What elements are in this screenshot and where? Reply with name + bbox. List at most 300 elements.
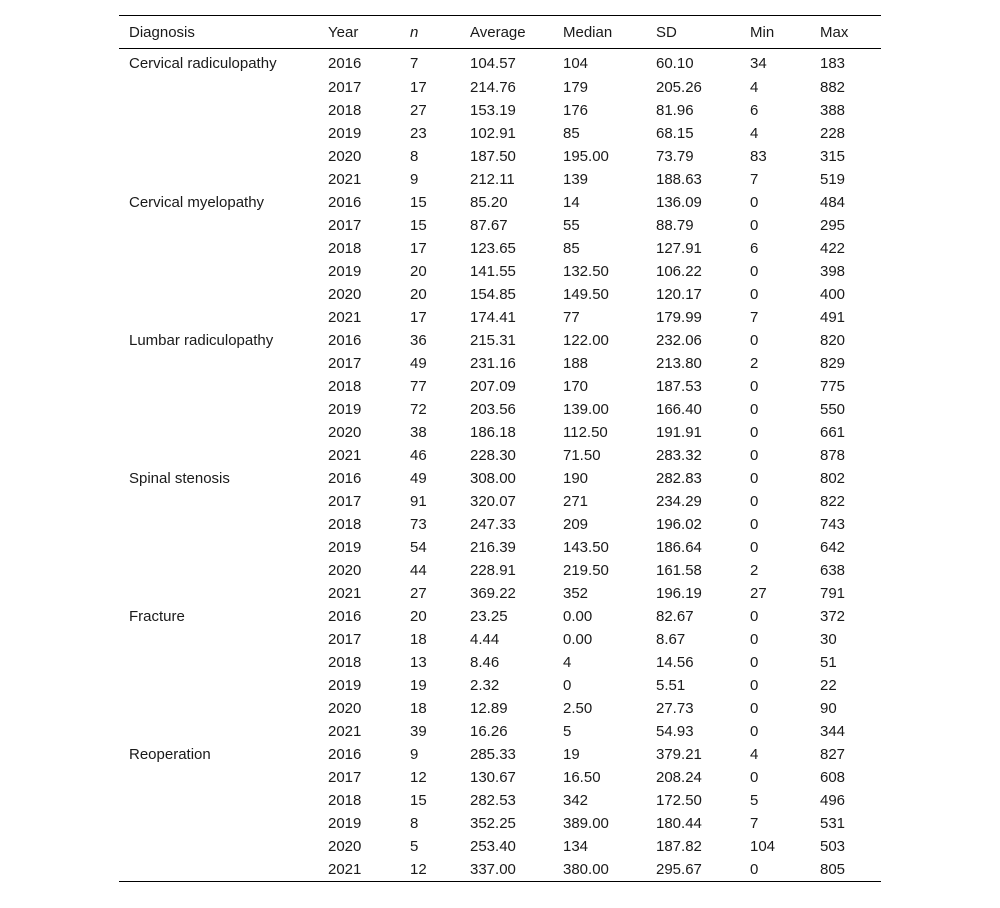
year-cell: 2017 xyxy=(328,769,362,786)
average-cell: 141.55 xyxy=(470,263,516,280)
median-cell: 85 xyxy=(563,240,580,257)
sd-cell: 60.10 xyxy=(656,55,694,72)
min-cell: 34 xyxy=(750,55,767,72)
sd-cell: 213.80 xyxy=(656,355,702,372)
n-cell: 17 xyxy=(410,309,427,326)
diagnosis-cell xyxy=(119,513,318,536)
year-cell: 2019 xyxy=(328,263,362,280)
max-cell: 344 xyxy=(820,723,846,740)
sd-cell: 82.67 xyxy=(656,608,694,625)
n-cell: 46 xyxy=(410,447,427,464)
max-cell: 183 xyxy=(820,55,846,72)
average-cell: 282.53 xyxy=(470,792,516,809)
min-cell: 0 xyxy=(750,631,759,648)
table-row xyxy=(119,697,881,720)
max-cell: 484 xyxy=(820,194,846,211)
sd-cell: 179.99 xyxy=(656,309,702,326)
min-cell: 0 xyxy=(750,493,759,510)
col-header-sd: SD xyxy=(646,16,740,49)
table-row xyxy=(119,858,881,882)
max-cell: 503 xyxy=(820,838,846,855)
median-cell: 195.00 xyxy=(563,148,609,165)
sd-cell: 295.67 xyxy=(646,858,740,882)
median-cell: 139 xyxy=(563,171,589,188)
year-cell: 2019 xyxy=(328,815,362,832)
sd-cell: 106.22 xyxy=(656,263,702,280)
table-row xyxy=(119,490,881,513)
average-cell: 4.44 xyxy=(470,631,500,648)
diagnosis-cell xyxy=(119,421,318,444)
year-cell: 2020 xyxy=(328,424,362,441)
max-cell: 388 xyxy=(820,102,846,119)
min-cell: 2 xyxy=(750,562,759,579)
year-cell: 2017 xyxy=(328,79,362,96)
diagnosis-cell xyxy=(119,582,318,605)
average-cell: 216.39 xyxy=(470,539,516,556)
diagnosis-cell xyxy=(119,214,318,237)
median-cell: 0 xyxy=(563,677,572,694)
diagnosis-cell xyxy=(119,674,318,697)
diagnosis-cell xyxy=(119,651,318,674)
max-cell: 791 xyxy=(820,585,846,602)
average-cell: 102.91 xyxy=(470,125,516,142)
n-cell: 49 xyxy=(410,470,427,487)
min-cell: 0 xyxy=(750,539,759,556)
table-row xyxy=(119,191,881,214)
year-cell: 2018 xyxy=(328,378,362,395)
sd-cell: 27.73 xyxy=(656,700,694,717)
n-cell: 27 xyxy=(410,102,427,119)
average-cell: 308.00 xyxy=(470,470,516,487)
max-cell: 531 xyxy=(820,815,846,832)
table-row xyxy=(119,605,881,628)
year-cell: 2017 xyxy=(328,493,362,510)
median-cell: 77 xyxy=(563,309,580,326)
table-row xyxy=(119,674,881,697)
table-row xyxy=(119,720,881,743)
n-cell: 20 xyxy=(410,286,427,303)
min-cell: 83 xyxy=(750,148,767,165)
table-row xyxy=(119,99,881,122)
sd-cell: 54.93 xyxy=(656,723,694,740)
min-cell: 27 xyxy=(750,585,767,602)
table-row xyxy=(119,122,881,145)
sd-cell: 234.29 xyxy=(656,493,702,510)
sd-cell: 208.24 xyxy=(656,769,702,786)
average-cell: 16.26 xyxy=(470,723,508,740)
sd-cell: 187.82 xyxy=(656,838,702,855)
max-cell: 882 xyxy=(820,79,846,96)
sd-cell: 282.83 xyxy=(656,470,702,487)
diagnosis-cell xyxy=(119,766,318,789)
average-cell: 123.65 xyxy=(470,240,516,257)
average-cell: 85.20 xyxy=(470,194,508,211)
n-cell: 72 xyxy=(410,401,427,418)
n-cell: 9 xyxy=(410,171,419,188)
median-cell: 219.50 xyxy=(563,562,609,579)
average-cell: 207.09 xyxy=(470,378,516,395)
max-cell: 398 xyxy=(820,263,846,280)
data-table xyxy=(119,15,881,882)
median-cell: 122.00 xyxy=(563,332,609,349)
diagnosis-cell: Cervical myelopathy xyxy=(129,194,265,211)
average-cell: 203.56 xyxy=(470,401,516,418)
sd-cell: 196.02 xyxy=(656,516,702,533)
table-row xyxy=(119,513,881,536)
sd-cell: 205.26 xyxy=(656,79,702,96)
sd-cell: 120.17 xyxy=(656,286,702,303)
median-cell: 16.50 xyxy=(563,769,601,786)
sd-cell: 5.51 xyxy=(656,677,686,694)
max-cell: 519 xyxy=(820,171,846,188)
year-cell: 2017 xyxy=(328,631,362,648)
median-cell: 132.50 xyxy=(563,263,609,280)
min-cell: 0 xyxy=(750,424,759,441)
min-cell: 0 xyxy=(750,470,759,487)
n-cell: 39 xyxy=(410,723,427,740)
median-cell: 139.00 xyxy=(563,401,609,418)
max-cell: 743 xyxy=(820,516,846,533)
min-cell: 7 xyxy=(750,309,759,326)
diagnosis-cell xyxy=(119,697,318,720)
n-cell: 23 xyxy=(410,125,427,142)
n-cell: 12 xyxy=(410,769,427,786)
table-row xyxy=(119,467,881,490)
n-cell: 77 xyxy=(410,378,427,395)
col-header-min: Min xyxy=(740,16,810,49)
average-cell: 187.50 xyxy=(470,148,516,165)
average-cell: 212.11 xyxy=(470,171,515,188)
median-cell: 188 xyxy=(563,355,589,372)
average-cell: 186.18 xyxy=(470,424,516,441)
table-row xyxy=(119,145,881,168)
average-cell: 2.32 xyxy=(470,677,500,694)
n-cell: 8 xyxy=(410,815,419,832)
median-cell: 342 xyxy=(563,792,589,809)
max-cell: 30 xyxy=(820,631,837,648)
sd-cell: 191.91 xyxy=(656,424,702,441)
max-cell: 491 xyxy=(820,309,846,326)
table-row xyxy=(119,835,881,858)
max-cell: 400 xyxy=(820,286,846,303)
year-cell: 2021 xyxy=(318,858,400,882)
year-cell: 2019 xyxy=(328,539,362,556)
median-cell: 4 xyxy=(563,654,572,671)
n-cell: 44 xyxy=(410,562,427,579)
diagnosis-cell xyxy=(119,76,318,99)
sd-cell: 73.79 xyxy=(656,148,694,165)
min-cell: 0 xyxy=(750,378,759,395)
median-cell: 55 xyxy=(563,217,580,234)
n-cell: 27 xyxy=(410,585,427,602)
col-header-year: Year xyxy=(318,16,400,49)
diagnosis-cell: Spinal stenosis xyxy=(129,470,230,487)
median-cell: 149.50 xyxy=(563,286,609,303)
sd-cell: 88.79 xyxy=(656,217,694,234)
table-row xyxy=(119,812,881,835)
min-cell: 0 xyxy=(750,516,759,533)
median-cell: 112.50 xyxy=(563,424,608,441)
sd-cell: 379.21 xyxy=(656,746,702,763)
table-row xyxy=(119,398,881,421)
n-cell: 91 xyxy=(410,493,427,510)
table-row xyxy=(119,421,881,444)
diagnosis-cell xyxy=(119,789,318,812)
max-cell: 422 xyxy=(820,240,846,257)
table-row xyxy=(119,237,881,260)
average-cell: 253.40 xyxy=(470,838,516,855)
year-cell: 2016 xyxy=(328,746,362,763)
year-cell: 2020 xyxy=(328,838,362,855)
min-cell: 6 xyxy=(750,240,759,257)
n-cell: 7 xyxy=(410,55,419,72)
sd-cell: 8.67 xyxy=(656,631,686,648)
table-row xyxy=(119,352,881,375)
min-cell: 6 xyxy=(750,102,759,119)
year-cell: 2021 xyxy=(328,447,362,464)
col-header-max: Max xyxy=(810,16,881,49)
n-cell: 38 xyxy=(410,424,427,441)
table-header xyxy=(119,16,881,49)
min-cell: 0 xyxy=(750,401,759,418)
average-cell: 320.07 xyxy=(470,493,516,510)
n-cell: 9 xyxy=(410,746,419,763)
median-cell: 2.50 xyxy=(563,700,593,717)
average-cell: 8.46 xyxy=(470,654,500,671)
min-cell: 7 xyxy=(750,815,759,832)
table-row xyxy=(119,49,881,77)
max-cell: 822 xyxy=(820,493,846,510)
diagnosis-cell xyxy=(119,720,318,743)
average-cell: 87.67 xyxy=(470,217,508,234)
diagnosis-cell: Lumbar radiculopathy xyxy=(129,332,274,349)
n-cell: 5 xyxy=(410,838,419,855)
diagnosis-cell xyxy=(119,352,318,375)
sd-cell: 166.40 xyxy=(656,401,702,418)
max-cell: 642 xyxy=(820,539,846,556)
min-cell: 0 xyxy=(750,654,759,671)
sd-cell: 81.96 xyxy=(656,102,694,119)
median-cell: 0.00 xyxy=(563,608,593,625)
col-header-median: Median xyxy=(553,16,646,49)
average-cell: 215.31 xyxy=(470,332,516,349)
year-cell: 2016 xyxy=(328,608,362,625)
min-cell: 0 xyxy=(750,723,759,740)
average-cell: 337.00 xyxy=(460,858,553,882)
max-cell: 775 xyxy=(820,378,846,395)
min-cell: 0 xyxy=(750,447,759,464)
max-cell: 661 xyxy=(820,424,846,441)
n-cell: 49 xyxy=(410,355,427,372)
year-cell: 2021 xyxy=(328,309,362,326)
table-row xyxy=(119,766,881,789)
diagnosis-cell xyxy=(119,628,318,651)
max-cell: 295 xyxy=(820,217,846,234)
min-cell: 0 xyxy=(750,608,759,625)
year-cell: 2021 xyxy=(328,723,362,740)
median-cell: 380.00 xyxy=(553,858,646,882)
max-cell: 90 xyxy=(820,700,837,717)
table-row xyxy=(119,444,881,467)
max-cell: 22 xyxy=(820,677,837,694)
diagnosis-cell: Cervical radiculopathy xyxy=(129,55,277,72)
sd-cell: 172.50 xyxy=(656,792,702,809)
year-cell: 2021 xyxy=(328,171,362,188)
median-cell: 71.50 xyxy=(563,447,601,464)
diagnosis-cell xyxy=(119,122,318,145)
average-cell: 231.16 xyxy=(470,355,516,372)
median-cell: 0.00 xyxy=(563,631,593,648)
average-cell: 130.67 xyxy=(470,769,516,786)
diagnosis-cell xyxy=(119,444,318,467)
table-row xyxy=(119,306,881,329)
col-header-n: n xyxy=(400,16,460,49)
diagnosis-cell xyxy=(119,490,318,513)
min-cell: 4 xyxy=(750,746,759,763)
table-row xyxy=(119,789,881,812)
diagnosis-cell xyxy=(119,237,318,260)
min-cell: 0 xyxy=(750,332,759,349)
median-cell: 5 xyxy=(563,723,572,740)
median-cell: 14 xyxy=(563,194,580,211)
n-cell: 54 xyxy=(410,539,427,556)
n-cell: 15 xyxy=(410,217,427,234)
year-cell: 2019 xyxy=(328,677,362,694)
max-cell: 228 xyxy=(820,125,846,142)
max-cell: 805 xyxy=(810,858,881,882)
median-cell: 271 xyxy=(563,493,589,510)
year-cell: 2018 xyxy=(328,516,362,533)
median-cell: 389.00 xyxy=(563,815,609,832)
n-cell: 15 xyxy=(410,194,427,211)
n-cell: 19 xyxy=(410,677,427,694)
average-cell: 369.22 xyxy=(470,585,516,602)
year-cell: 2018 xyxy=(328,792,362,809)
max-cell: 638 xyxy=(820,562,846,579)
table-row xyxy=(119,283,881,306)
table-row xyxy=(119,260,881,283)
average-cell: 352.25 xyxy=(470,815,516,832)
n-cell: 13 xyxy=(410,654,427,671)
year-cell: 2018 xyxy=(328,654,362,671)
sd-cell: 127.91 xyxy=(656,240,702,257)
median-cell: 179 xyxy=(563,79,589,96)
median-cell: 352 xyxy=(563,585,589,602)
max-cell: 315 xyxy=(820,148,846,165)
average-cell: 214.76 xyxy=(470,79,516,96)
diagnosis-cell xyxy=(119,536,318,559)
n-cell: 17 xyxy=(410,240,427,257)
max-cell: 878 xyxy=(820,447,846,464)
col-header-diagnosis: Diagnosis xyxy=(119,16,318,49)
median-cell: 190 xyxy=(563,470,589,487)
diagnosis-cell xyxy=(119,99,318,122)
year-cell: 2020 xyxy=(328,562,362,579)
year-cell: 2020 xyxy=(328,286,362,303)
min-cell: 0 xyxy=(750,700,759,717)
average-cell: 23.25 xyxy=(470,608,508,625)
min-cell: 0 xyxy=(750,286,759,303)
median-cell: 143.50 xyxy=(563,539,609,556)
min-cell: 0 xyxy=(750,677,759,694)
table-row xyxy=(119,375,881,398)
min-cell: 4 xyxy=(750,79,759,96)
n-cell: 20 xyxy=(410,263,427,280)
min-cell: 0 xyxy=(750,194,759,211)
sd-cell: 187.53 xyxy=(656,378,702,395)
sd-cell: 161.58 xyxy=(656,562,702,579)
year-cell: 2019 xyxy=(328,401,362,418)
table-row xyxy=(119,582,881,605)
max-cell: 802 xyxy=(820,470,846,487)
year-cell: 2016 xyxy=(328,194,362,211)
sd-cell: 68.15 xyxy=(656,125,694,142)
year-cell: 2017 xyxy=(328,355,362,372)
table-row xyxy=(119,743,881,766)
year-cell: 2017 xyxy=(328,217,362,234)
sd-cell: 196.19 xyxy=(656,585,702,602)
max-cell: 827 xyxy=(820,746,846,763)
diagnosis-cell xyxy=(119,858,318,882)
min-cell: 0 xyxy=(750,769,759,786)
year-cell: 2021 xyxy=(328,585,362,602)
year-cell: 2016 xyxy=(328,332,362,349)
min-cell: 2 xyxy=(750,355,759,372)
average-cell: 228.30 xyxy=(470,447,516,464)
sd-cell: 186.64 xyxy=(656,539,702,556)
n-cell: 17 xyxy=(410,79,427,96)
year-cell: 2019 xyxy=(328,125,362,142)
median-cell: 134 xyxy=(563,838,589,855)
table-row xyxy=(119,628,881,651)
diagnosis-cell xyxy=(119,375,318,398)
sd-cell: 232.06 xyxy=(656,332,702,349)
diagnosis-cell xyxy=(119,260,318,283)
sd-cell: 136.09 xyxy=(656,194,702,211)
year-cell: 2018 xyxy=(328,240,362,257)
average-cell: 228.91 xyxy=(470,562,516,579)
max-cell: 372 xyxy=(820,608,846,625)
max-cell: 51 xyxy=(820,654,837,671)
diagnosis-cell xyxy=(119,398,318,421)
median-cell: 19 xyxy=(563,746,580,763)
sd-cell: 283.32 xyxy=(656,447,702,464)
average-cell: 12.89 xyxy=(470,700,508,717)
min-cell: 0 xyxy=(750,217,759,234)
diagnosis-cell xyxy=(119,812,318,835)
n-cell: 15 xyxy=(410,792,427,809)
average-cell: 154.85 xyxy=(470,286,516,303)
max-cell: 496 xyxy=(820,792,846,809)
table-row xyxy=(119,329,881,352)
table-row xyxy=(119,214,881,237)
diagnosis-cell xyxy=(119,559,318,582)
average-cell: 153.19 xyxy=(470,102,516,119)
table-row xyxy=(119,536,881,559)
diagnosis-cell xyxy=(119,145,318,168)
year-cell: 2016 xyxy=(328,470,362,487)
col-header-average: Average xyxy=(460,16,553,49)
diagnosis-cell xyxy=(119,168,318,191)
n-cell: 8 xyxy=(410,148,419,165)
n-cell: 18 xyxy=(410,700,427,717)
diagnosis-cell: Fracture xyxy=(129,608,185,625)
median-cell: 176 xyxy=(563,102,589,119)
table-row xyxy=(119,651,881,674)
year-cell: 2018 xyxy=(328,102,362,119)
n-cell: 20 xyxy=(410,608,427,625)
table-body xyxy=(119,49,881,882)
